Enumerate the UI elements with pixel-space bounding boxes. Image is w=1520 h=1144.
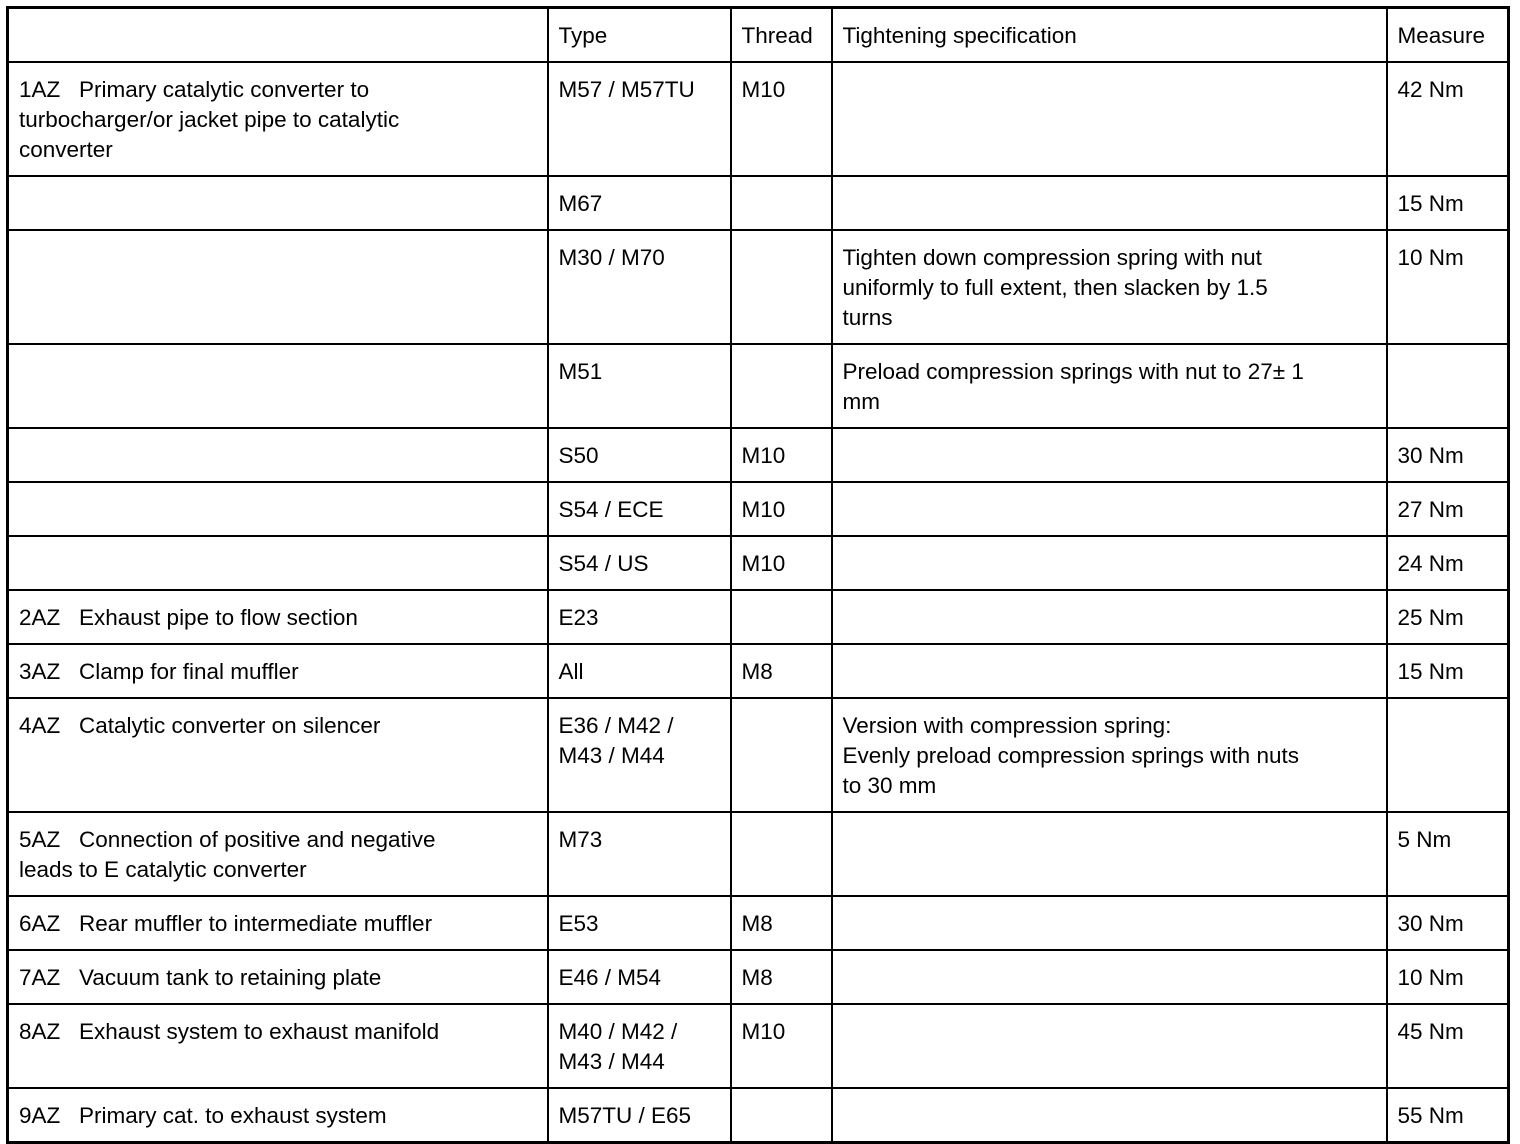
type-cell: M40 / M42 / M43 / M44 [548,1004,731,1088]
table-header [8,8,1509,63]
thread-cell: M8 [731,950,832,1004]
thread-cell: M8 [731,896,832,950]
type-cell: M57TU / E65 [548,1088,731,1143]
table-row [8,698,1509,812]
table-row [8,1088,1509,1143]
measure-cell: 15 Nm [1387,176,1509,230]
type-cell: E23 [548,590,731,644]
table-row [8,230,1509,344]
table-row [8,1004,1509,1088]
component-cell [8,176,548,230]
spec-cell [832,1004,1387,1088]
measure-cell: 42 Nm [1387,62,1509,176]
thread-cell: M8 [731,644,832,698]
spec-cell [832,950,1387,1004]
component-text: Primary cat. to exhaust system [79,1103,387,1128]
thread-cell: M10 [731,1004,832,1088]
spec-cell [832,1088,1387,1143]
torque-spec-table [6,6,1510,1144]
thread-cell [731,176,832,230]
position-code: 4AZ [19,713,61,738]
spec-cell [832,536,1387,590]
spec-cell [832,482,1387,536]
measure-cell: 30 Nm [1387,428,1509,482]
measure-cell: 27 Nm [1387,482,1509,536]
table-row [8,176,1509,230]
component-cell [8,812,548,896]
position-code: 1AZ [19,77,61,102]
position-code: 7AZ [19,965,61,990]
thread-cell: M10 [731,62,832,176]
measure-cell [1387,698,1509,812]
type-cell: M30 / M70 [548,230,731,344]
table-row [8,482,1509,536]
component-text: Connection of positive and negative leads to E catalytic converter [19,827,436,882]
measure-cell: 24 Nm [1387,536,1509,590]
component-cell [8,428,548,482]
measure-cell: 45 Nm [1387,1004,1509,1088]
measure-cell [1387,344,1509,428]
thread-cell [731,344,832,428]
header-component [8,8,548,63]
header-thread: Thread [731,8,832,63]
type-cell: S54 / ECE [548,482,731,536]
component-cell [8,644,548,698]
type-cell: E46 / M54 [548,950,731,1004]
table-row [8,896,1509,950]
position-code: 6AZ [19,911,61,936]
component-cell [8,1088,548,1143]
table-row [8,62,1509,176]
component-cell [8,230,548,344]
measure-cell: 25 Nm [1387,590,1509,644]
position-code: 8AZ [19,1019,61,1044]
table-row [8,812,1509,896]
component-cell [8,590,548,644]
component-text: Vacuum tank to retaining plate [79,965,382,990]
type-cell: M67 [548,176,731,230]
type-cell: S50 [548,428,731,482]
spec-cell [832,428,1387,482]
component-cell [8,536,548,590]
component-text: Clamp for final muffler [79,659,299,684]
header-measure: Measure [1387,8,1509,63]
component-cell [8,896,548,950]
position-code: 5AZ [19,827,61,852]
header-type: Type [548,8,731,63]
thread-cell [731,590,832,644]
spec-cell [832,644,1387,698]
component-text: Catalytic converter on silencer [79,713,381,738]
thread-cell: M10 [731,482,832,536]
component-cell [8,344,548,428]
type-cell: E36 / M42 / M43 / M44 [548,698,731,812]
type-cell: S54 / US [548,536,731,590]
measure-cell: 30 Nm [1387,896,1509,950]
position-code: 2AZ [19,605,61,630]
measure-cell: 10 Nm [1387,230,1509,344]
type-cell: E53 [548,896,731,950]
type-cell: All [548,644,731,698]
table-row [8,590,1509,644]
spec-cell [832,176,1387,230]
type-cell: M57 / M57TU [548,62,731,176]
table-row [8,428,1509,482]
spec-cell [832,62,1387,176]
table-body [8,62,1509,1143]
thread-cell: M10 [731,536,832,590]
measure-cell: 15 Nm [1387,644,1509,698]
spec-cell: Tighten down compression spring with nut uniformly to full extent, then slacken by 1.5 turns [832,230,1387,344]
table-row [8,536,1509,590]
component-text: Exhaust system to exhaust manifold [79,1019,440,1044]
thread-cell: M10 [731,428,832,482]
thread-cell [731,230,832,344]
component-cell [8,698,548,812]
position-code: 3AZ [19,659,61,684]
table-row [8,950,1509,1004]
spec-cell [832,812,1387,896]
table-row [8,344,1509,428]
measure-cell: 5 Nm [1387,812,1509,896]
position-code: 9AZ [19,1103,61,1128]
component-cell [8,62,548,176]
table-row [8,644,1509,698]
spec-cell: Version with compression spring: Evenly preload compression springs with nuts to 30 mm [832,698,1387,812]
component-text: Primary catalytic converter to turbocharger/or jacket pipe to catalytic converter [19,77,400,162]
component-cell [8,482,548,536]
thread-cell [731,1088,832,1143]
header-row [8,8,1509,63]
type-cell: M51 [548,344,731,428]
measure-cell: 55 Nm [1387,1088,1509,1143]
component-cell [8,1004,548,1088]
thread-cell [731,698,832,812]
type-cell: M73 [548,812,731,896]
header-spec: Tightening specification [832,8,1387,63]
spec-cell [832,590,1387,644]
component-cell [8,950,548,1004]
torque-spec-sheet [6,6,1510,1144]
component-text: Exhaust pipe to flow section [79,605,358,630]
spec-cell: Preload compression springs with nut to 27± 1 mm [832,344,1387,428]
spec-cell [832,896,1387,950]
measure-cell: 10 Nm [1387,950,1509,1004]
component-text: Rear muffler to intermediate muffler [79,911,433,936]
thread-cell [731,812,832,896]
